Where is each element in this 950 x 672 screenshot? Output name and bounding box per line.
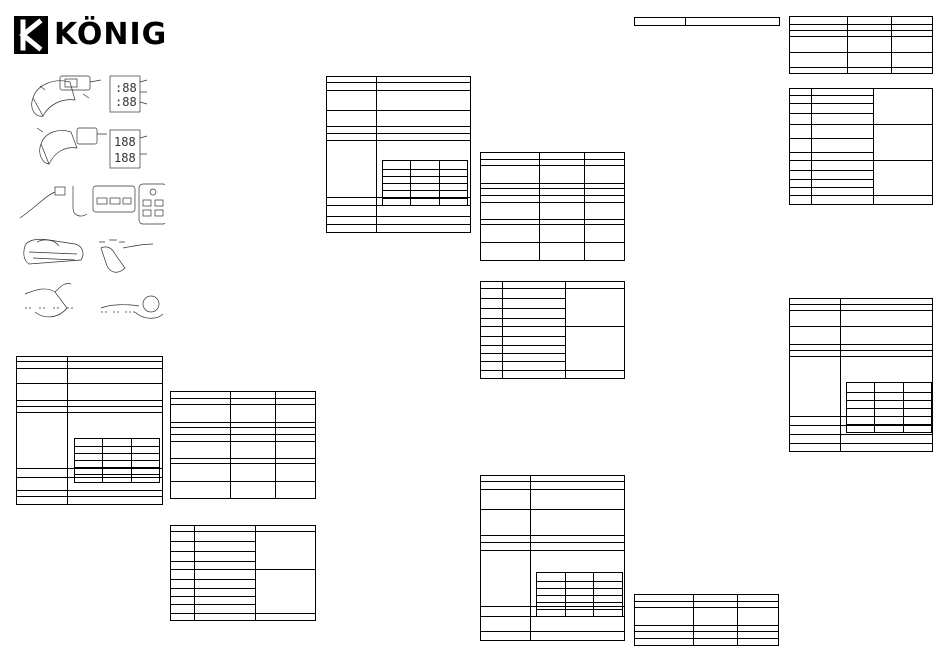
table-merged-col2 bbox=[170, 525, 316, 621]
svg-text::88: :88 bbox=[115, 95, 137, 109]
lying-position-icon bbox=[101, 296, 163, 318]
spec-table-col3 bbox=[326, 76, 471, 233]
svg-text:188: 188 bbox=[114, 151, 136, 165]
table-3col-col4 bbox=[480, 152, 625, 261]
nested-table-col3 bbox=[382, 160, 468, 206]
nested-table-col4 bbox=[536, 572, 623, 617]
table-3col-col2 bbox=[170, 391, 316, 499]
lcd-display-2-icon bbox=[110, 130, 147, 168]
nested-table-col6 bbox=[846, 382, 932, 433]
svg-text::88: :88 bbox=[115, 81, 137, 95]
table-merged-col4 bbox=[480, 281, 625, 379]
lcd-display-1-icon bbox=[110, 76, 147, 112]
brand-name: KÖNIG bbox=[54, 17, 168, 52]
monitor-on-wrist-side-icon bbox=[37, 128, 107, 164]
table-3col-col5 bbox=[634, 594, 779, 646]
blood-pressure-monitor-wrist-icon bbox=[32, 76, 101, 116]
wrist-position-arrows-icon bbox=[99, 240, 153, 272]
nested-table-col1 bbox=[74, 438, 160, 483]
table-merged-col6 bbox=[789, 88, 933, 205]
monitor-back-buttons-icon bbox=[93, 184, 165, 224]
brand-logo bbox=[14, 14, 168, 56]
header-strip-col5 bbox=[634, 17, 780, 26]
sitting-position-icon bbox=[25, 283, 75, 316]
usb-cable-icon bbox=[20, 186, 87, 218]
storage-case-icon bbox=[24, 239, 83, 264]
table-3col-col6 bbox=[789, 16, 933, 74]
konig-logo-icon bbox=[14, 16, 48, 54]
product-illustrations bbox=[15, 68, 165, 338]
svg-text:188: 188 bbox=[114, 135, 136, 149]
